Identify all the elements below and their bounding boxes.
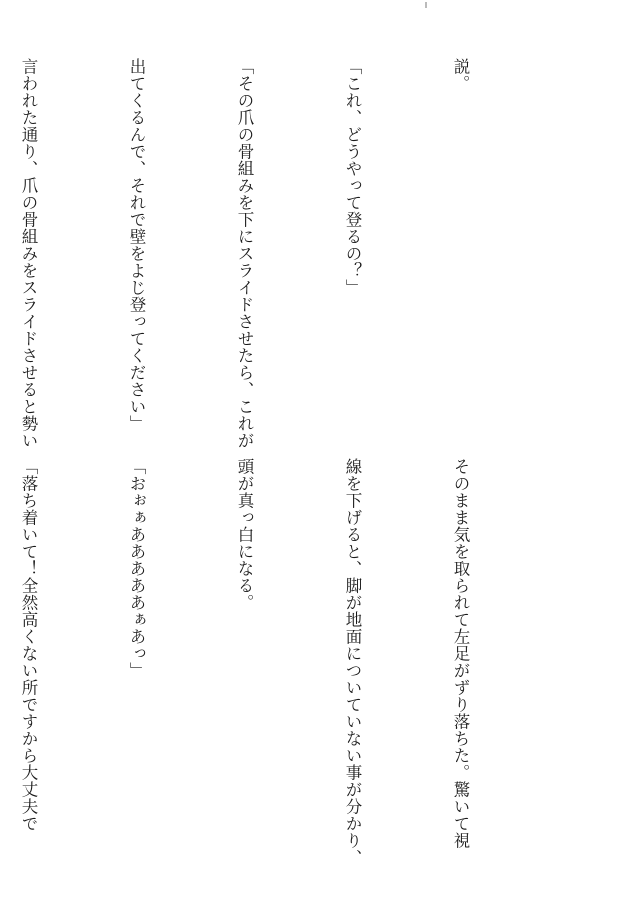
top-edge-mark bbox=[425, 2, 427, 8]
text-line: そのまま気を取られて左足がずり落ちた。驚いて視 bbox=[451, 458, 470, 849]
text-line: 説。 bbox=[451, 58, 470, 92]
text-line: 「落ち着いて！全然高くない所ですから大丈夫で bbox=[19, 458, 38, 832]
text-line: 「おぉぁあああああぁあっ」 bbox=[127, 458, 146, 679]
text-line: 「これ、どうやって登るの？」 bbox=[343, 58, 362, 296]
upper-text-block bbox=[19, 58, 550, 449]
lower-text-block bbox=[19, 458, 550, 866]
text-line: 頭が真っ白になる。 bbox=[235, 458, 254, 611]
text-line: 言われた通り、爪の骨組みをスライドさせると勢い bbox=[19, 58, 38, 449]
text-line: 線を下げると、脚が地面についていない事が分かり、 bbox=[343, 458, 362, 866]
text-line: 出てくるんで、それで壁をよじ登ってください」 bbox=[127, 58, 146, 432]
text-line: 「その爪の骨組みを下にスライドさせたら、これが bbox=[235, 58, 254, 449]
